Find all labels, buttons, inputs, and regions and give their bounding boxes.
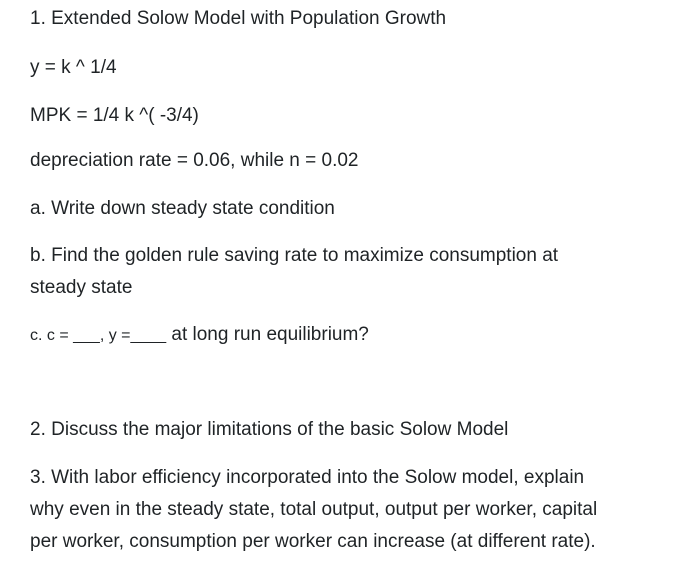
- part-a: a. Write down steady state condition: [30, 198, 335, 219]
- problem-2: 2. Discuss the major limitations of the basic Solow Model: [30, 419, 509, 440]
- problem-3-line-1: 3. With labor efficiency incorporated into the Solow model, explain: [30, 467, 585, 488]
- problem-3-line-3: per worker, consumption per worker can increase (at different rate).: [30, 531, 596, 552]
- production-function: y = k ^ 1/4: [30, 57, 117, 78]
- problem-1-title: 1. Extended Solow Model with Population Growth: [30, 8, 447, 29]
- mpk-formula: MPK = 1/4 k ^( -3/4): [30, 105, 199, 126]
- part-c-suffix: at long run equilibrium?: [166, 324, 369, 345]
- problem-3-line-2: why even in the steady state, total output, output per worker, capital: [30, 499, 598, 520]
- parameters: depreciation rate = 0.06, while n = 0.02: [30, 150, 359, 171]
- part-c-prefix: c. c = ___, y =____: [30, 327, 167, 344]
- part-b-line-1: b. Find the golden rule saving rate to maximize consumption at: [30, 245, 559, 266]
- part-b-line-2: steady state: [30, 277, 133, 298]
- part-c: [30, 319, 670, 352]
